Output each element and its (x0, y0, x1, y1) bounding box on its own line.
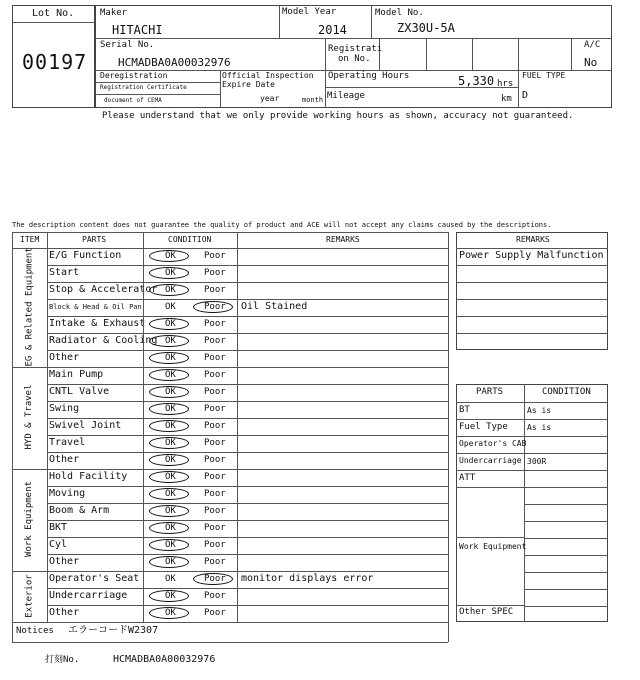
part-name: Moving (49, 488, 86, 499)
description-disclaimer: The description content does not guarantee the quality of product and ACE will not accept any claims caused by the descriptions. (12, 221, 552, 229)
col-parts-header: PARTS (82, 235, 107, 244)
ok-option[interactable]: OK (165, 438, 176, 448)
official-inspection-label-1: Official Inspection (222, 71, 314, 80)
ok-option[interactable]: OK (165, 455, 176, 465)
poor-option[interactable]: Poor (204, 404, 226, 414)
ok-selected-circle (149, 437, 189, 449)
right-part-condition: 300R (527, 457, 547, 466)
ok-option[interactable]: OK (165, 421, 176, 431)
right-condition-header: CONDITION (542, 387, 591, 397)
poor-option[interactable]: Poor (204, 472, 226, 482)
ok-selected-circle (149, 335, 189, 347)
poor-option[interactable]: Poor (204, 523, 226, 533)
model-no-value: ZX30U-5A (397, 21, 455, 35)
right-part-name: ATT (459, 473, 476, 483)
registration-label-2: on No. (338, 54, 371, 64)
ok-option[interactable]: OK (165, 472, 176, 482)
model-no-label: Model No. (375, 8, 424, 18)
registration-label-1: Registrati (328, 44, 383, 54)
remark-text: Oil Stained (241, 301, 308, 312)
ok-selected-circle (149, 488, 189, 500)
ok-option[interactable]: OK (165, 387, 176, 397)
fuel-type-value: D (522, 90, 529, 101)
operating-hours-label: Operating Hours (328, 71, 410, 81)
ok-option[interactable]: OK (165, 268, 176, 278)
poor-option[interactable]: Poor (204, 251, 226, 261)
right-parts-header: PARTS (476, 387, 504, 397)
ok-selected-circle (149, 420, 189, 432)
part-name: CNTL Valve (49, 386, 110, 397)
maker-label: Maker (100, 8, 128, 18)
item-group-label: Exterior (24, 573, 34, 618)
item-group-label: HYD & Travel (24, 384, 34, 450)
part-name: Block & Head & Oil Pan (49, 303, 142, 311)
part-name: Intake & Exhaust (49, 318, 146, 329)
right-part-condition: As is (527, 406, 552, 415)
right-part-name: Undercarriage (459, 456, 522, 465)
ok-selected-circle (149, 556, 189, 568)
stamp-label: 打刻No. (45, 655, 80, 665)
ok-option[interactable]: OK (165, 319, 176, 329)
part-name: Boom & Arm (49, 505, 110, 516)
part-name: Cyl (49, 539, 68, 550)
part-name: Other (49, 556, 80, 567)
item-group-label: Work Equipment (24, 481, 34, 557)
notices-label: Notices (16, 626, 54, 636)
poor-option[interactable]: Poor (204, 540, 226, 550)
right-part-name: Operator's CAB (459, 439, 527, 448)
lot-no-value: 00197 (22, 50, 88, 74)
poor-option[interactable]: Poor (204, 506, 226, 516)
fuel-type-label: FUEL TYPE (522, 71, 566, 80)
right-remarks-header: REMARKS (516, 235, 550, 244)
poor-selected-circle (193, 301, 233, 313)
table-row (12, 537, 448, 554)
ok-selected-circle (149, 590, 189, 602)
registration-certificate-label: Registration Certificate (100, 84, 187, 91)
poor-option[interactable]: Poor (204, 489, 226, 499)
part-name: Other (49, 352, 80, 363)
poor-option[interactable]: Poor (204, 285, 226, 295)
part-name: Operator's Seat (49, 573, 140, 584)
right-part-condition: As is (527, 423, 552, 432)
ok-option[interactable]: OK (165, 489, 176, 499)
ok-selected-circle (149, 607, 189, 619)
ac-value: No (584, 56, 598, 69)
km-unit: km (501, 94, 512, 104)
ok-selected-circle (149, 352, 189, 364)
mileage-label: Mileage (327, 91, 365, 101)
part-name: Swing (49, 403, 80, 414)
ok-selected-circle (149, 250, 189, 262)
ok-selected-circle (149, 454, 189, 466)
part-name: Main Pump (49, 369, 104, 380)
official-inspection-label-2: Expire Date (222, 80, 275, 89)
part-name: Travel (49, 437, 86, 448)
ok-option[interactable]: OK (165, 302, 176, 312)
poor-option[interactable]: Poor (204, 421, 226, 431)
serial-value: HCMADBA0A00032976 (118, 56, 231, 69)
ok-selected-circle (149, 284, 189, 296)
part-name: Hold Facility (49, 471, 128, 482)
work-equipment-label: Work Equipment (459, 542, 527, 551)
operating-hours-value: 5,330 (458, 74, 495, 88)
ok-selected-circle (149, 539, 189, 551)
hrs-unit: hrs (497, 79, 514, 89)
poor-option[interactable]: Poor (204, 302, 226, 312)
poor-option[interactable]: Poor (204, 370, 226, 380)
part-name: E/G Function (49, 250, 122, 261)
notices-value: エラーコードW2307 (68, 625, 159, 636)
ok-option[interactable]: OK (165, 404, 176, 414)
ok-option[interactable]: OK (165, 608, 176, 618)
part-name: Other (49, 454, 80, 465)
part-name: Start (49, 267, 80, 278)
poor-option[interactable]: Poor (204, 336, 226, 346)
item-group-label: EG & Related Equipment (24, 246, 34, 366)
ok-option[interactable]: OK (165, 353, 176, 363)
part-name: Swivel Joint (49, 420, 122, 431)
ok-selected-circle (149, 403, 189, 415)
ok-option[interactable]: OK (165, 336, 176, 346)
other-spec-label: Other SPEC (459, 607, 514, 617)
year-label: year (260, 94, 280, 103)
table-row (12, 520, 448, 537)
poor-option[interactable]: Poor (204, 455, 226, 465)
ok-option[interactable]: OK (165, 370, 176, 380)
poor-option[interactable]: Poor (204, 591, 226, 601)
ok-option[interactable]: OK (165, 523, 176, 533)
col-item-header: ITEM (20, 235, 40, 244)
ok-selected-circle (149, 471, 189, 483)
ok-selected-circle (149, 505, 189, 517)
model-year-value: 2014 (318, 23, 347, 37)
part-name: Stop & Accelerator (49, 284, 158, 295)
poor-option[interactable]: Poor (204, 387, 226, 397)
col-remarks-header: REMARKS (326, 235, 360, 244)
poor-option[interactable]: Poor (204, 608, 226, 618)
right-part-name: Fuel Type (459, 422, 508, 432)
document-cema-label: document of CEMA (104, 97, 162, 104)
model-year-label: Model Year (282, 7, 337, 17)
lot-no-label: Lot No. (32, 8, 75, 19)
poor-option[interactable]: Poor (204, 557, 226, 567)
ok-option[interactable]: OK (165, 557, 176, 567)
serial-label: Serial No. (100, 40, 155, 50)
ok-selected-circle (149, 318, 189, 330)
poor-option[interactable]: Poor (204, 574, 226, 584)
poor-option[interactable]: Poor (204, 268, 226, 278)
part-name: Radiator & Cooling (49, 335, 158, 346)
hours-disclaimer: Please understand that we only provide working hours as shown, accuracy not guaranteed. (102, 111, 574, 121)
ok-selected-circle (149, 267, 189, 279)
poor-option[interactable]: Poor (204, 353, 226, 363)
maker-value: HITACHI (112, 23, 163, 37)
poor-option[interactable]: Poor (204, 319, 226, 329)
poor-option[interactable]: Poor (204, 438, 226, 448)
remark-text: monitor displays error (241, 573, 374, 584)
ok-option[interactable]: OK (165, 251, 176, 261)
deregistration-label: Deregistration (100, 71, 168, 80)
ok-option[interactable]: OK (165, 574, 176, 584)
ok-option[interactable]: OK (165, 285, 176, 295)
right-remarks-first-row: Power Supply Malfunction (459, 250, 604, 261)
part-name: Other (49, 607, 80, 618)
col-condition-header: CONDITION (168, 235, 212, 244)
part-name: BKT (49, 522, 68, 533)
stamp-value: HCMADBA0A00032976 (113, 654, 216, 665)
ok-selected-circle (149, 386, 189, 398)
part-name: Undercarriage (49, 590, 128, 601)
ac-label: A/C (584, 40, 601, 50)
right-part-name: BT (459, 405, 470, 415)
ok-option[interactable]: OK (165, 506, 176, 516)
ok-option[interactable]: OK (165, 540, 176, 550)
ok-selected-circle (149, 522, 189, 534)
poor-selected-circle (193, 573, 233, 585)
ok-selected-circle (149, 369, 189, 381)
month-label: month (302, 96, 324, 104)
ok-option[interactable]: OK (165, 591, 176, 601)
